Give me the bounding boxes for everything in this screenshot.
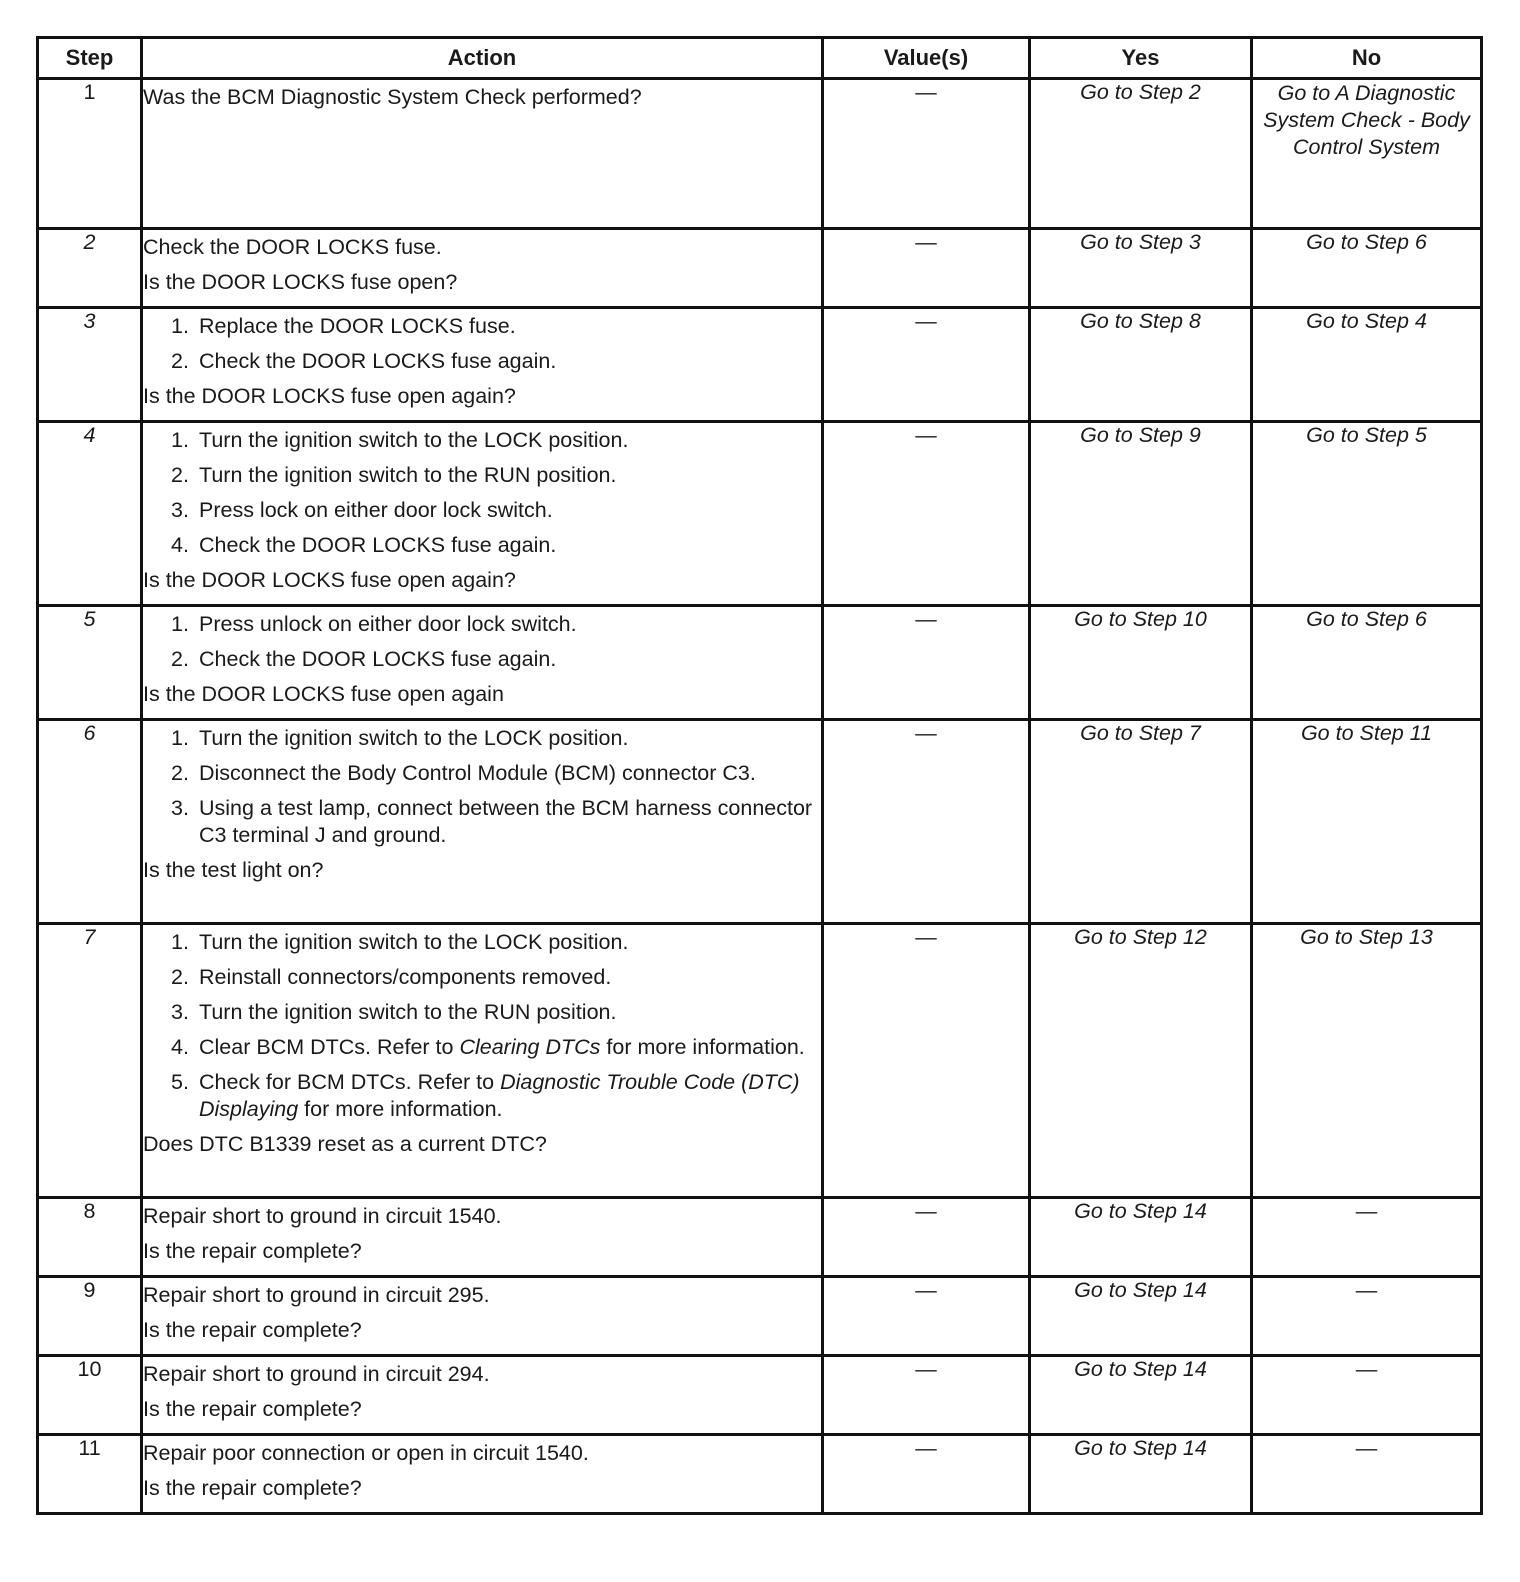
action-text: Repair poor connection or open in circuit 1540.: [143, 1441, 589, 1465]
action-cell: [142, 924, 823, 1198]
list-item: 4. Clear BCM DTCs. Refer to Clearing DTCs for more information.: [171, 1035, 805, 1059]
action-text: Repair short to ground in circuit 1540.: [143, 1204, 502, 1228]
table-row: [38, 606, 1482, 720]
action-cell: [142, 1198, 823, 1277]
header-no: No: [1252, 38, 1482, 79]
yes-link[interactable]: Go to Step 2: [1030, 79, 1252, 229]
action-question: Is the test light on?: [143, 858, 324, 882]
action-question: Is the repair complete?: [143, 1318, 362, 1342]
yes-link[interactable]: Go to Step 7: [1030, 720, 1252, 924]
no-cell: —: [1252, 1435, 1482, 1514]
step-number: 5: [38, 606, 142, 720]
value-cell: —: [823, 79, 1030, 229]
list-item: 2. Reinstall connectors/components removed.: [171, 965, 612, 989]
step-number: 4: [38, 422, 142, 606]
action-list: [143, 423, 821, 563]
list-item: 1. Press unlock on either door lock switch.: [171, 612, 577, 636]
list-item: 1. Replace the DOOR LOCKS fuse.: [171, 314, 516, 338]
list-item: 5. Check for BCM DTCs. Refer to Diagnostic Trouble Code (DTC) Displaying for more information.: [171, 1070, 800, 1121]
step-number: 9: [38, 1277, 142, 1356]
action-list: [143, 721, 821, 853]
value-cell: —: [823, 720, 1030, 924]
list-item: 2. Check the DOOR LOCKS fuse again.: [171, 647, 557, 671]
dtc-displaying-link[interactable]: Diagnostic Trouble Code (DTC) Displaying: [199, 1070, 800, 1121]
diagnostic-table: [36, 36, 1483, 1515]
yes-link[interactable]: Go to Step 3: [1030, 229, 1252, 308]
yes-link[interactable]: Go to Step 10: [1030, 606, 1252, 720]
no-link[interactable]: A Diagnostic System Check - Body Control System: [1263, 81, 1470, 159]
value-cell: —: [823, 606, 1030, 720]
list-item: 4. Check the DOOR LOCKS fuse again.: [171, 533, 557, 557]
action-question: Is the repair complete?: [143, 1239, 362, 1263]
action-question: Is the repair complete?: [143, 1397, 362, 1421]
table-row: [38, 924, 1482, 1198]
no-link[interactable]: Go to Step 6: [1252, 606, 1482, 720]
list-item: 2. Turn the ignition switch to the RUN position.: [171, 463, 617, 487]
no-prefix: Go to: [1277, 81, 1336, 105]
no-link[interactable]: Go to Step 5: [1252, 422, 1482, 606]
action-text: Repair short to ground in circuit 295.: [143, 1283, 490, 1307]
step-number: 6: [38, 720, 142, 924]
step-number: 7: [38, 924, 142, 1198]
list-item: 1. Turn the ignition switch to the LOCK position.: [171, 930, 629, 954]
value-cell: —: [823, 422, 1030, 606]
action-cell: [142, 79, 823, 229]
no-cell: [1252, 79, 1482, 229]
no-cell: —: [1252, 1277, 1482, 1356]
action-cell: [142, 1356, 823, 1435]
table-row: [38, 720, 1482, 924]
action-cell: [142, 720, 823, 924]
no-link[interactable]: Go to Step 4: [1252, 308, 1482, 422]
action-cell: [142, 1435, 823, 1514]
value-cell: —: [823, 924, 1030, 1198]
no-link[interactable]: Go to Step 11: [1252, 720, 1482, 924]
list-item: 1. Turn the ignition switch to the LOCK position.: [171, 726, 629, 750]
no-cell: —: [1252, 1356, 1482, 1435]
table-row: [38, 79, 1482, 229]
step-number: 2: [38, 229, 142, 308]
step-number: 11: [38, 1435, 142, 1514]
list-item: 2. Check the DOOR LOCKS fuse again.: [171, 349, 557, 373]
action-question: Is the repair complete?: [143, 1476, 362, 1500]
table-row: [38, 308, 1482, 422]
action-question: Is the DOOR LOCKS fuse open again?: [143, 384, 516, 408]
action-question: Is the DOOR LOCKS fuse open again: [143, 682, 504, 706]
no-link[interactable]: Go to Step 6: [1252, 229, 1482, 308]
value-cell: —: [823, 1435, 1030, 1514]
value-cell: —: [823, 1277, 1030, 1356]
list-item: 2. Disconnect the Body Control Module (BCM) connector C3.: [171, 761, 756, 785]
table-row: [38, 1356, 1482, 1435]
clearing-dtcs-link[interactable]: Clearing DTCs: [459, 1035, 601, 1059]
step-number: 8: [38, 1198, 142, 1277]
yes-link[interactable]: Go to Step 14: [1030, 1356, 1252, 1435]
header-action: Action: [142, 38, 823, 79]
yes-link[interactable]: Go to Step 9: [1030, 422, 1252, 606]
step-number: 1: [38, 79, 142, 229]
list-item: 3. Turn the ignition switch to the RUN position.: [171, 1000, 617, 1024]
header-yes: Yes: [1030, 38, 1252, 79]
yes-link[interactable]: Go to Step 14: [1030, 1277, 1252, 1356]
yes-link[interactable]: Go to Step 12: [1030, 924, 1252, 1198]
list-item: 1. Turn the ignition switch to the LOCK position.: [171, 428, 629, 452]
action-text: Check the DOOR LOCKS fuse.: [143, 235, 442, 259]
action-cell: [142, 229, 823, 308]
list-item: 3. Press lock on either door lock switch.: [171, 498, 553, 522]
action-list: [143, 607, 821, 677]
table-row: [38, 1198, 1482, 1277]
action-cell: [142, 1277, 823, 1356]
value-cell: —: [823, 229, 1030, 308]
value-cell: —: [823, 308, 1030, 422]
step-number: 3: [38, 308, 142, 422]
header-step: Step: [38, 38, 142, 79]
action-cell: [142, 606, 823, 720]
header-values: Value(s): [823, 38, 1030, 79]
no-cell: —: [1252, 1198, 1482, 1277]
table-row: [38, 229, 1482, 308]
table-row: [38, 422, 1482, 606]
yes-link[interactable]: Go to Step 14: [1030, 1198, 1252, 1277]
action-question: Is the DOOR LOCKS fuse open again?: [143, 568, 516, 592]
value-cell: —: [823, 1198, 1030, 1277]
value-cell: —: [823, 1356, 1030, 1435]
action-list: [143, 309, 821, 379]
step-number: 10: [38, 1356, 142, 1435]
action-question: Is the DOOR LOCKS fuse open?: [143, 270, 458, 294]
action-text: Repair short to ground in circuit 294.: [143, 1362, 490, 1386]
action-cell: [142, 308, 823, 422]
no-link[interactable]: Go to Step 13: [1252, 924, 1482, 1198]
yes-link[interactable]: Go to Step 8: [1030, 308, 1252, 422]
header-row: [38, 38, 1482, 79]
action-question: Does DTC B1339 reset as a current DTC?: [143, 1132, 547, 1156]
action-list: [143, 925, 821, 1127]
action-text: Was the BCM Diagnostic System Check performed?: [143, 85, 642, 109]
table-row: [38, 1277, 1482, 1356]
list-item: 3. Using a test lamp, connect between the BCM harness connector C3 terminal J and ground.: [171, 796, 813, 847]
yes-link[interactable]: Go to Step 14: [1030, 1435, 1252, 1514]
table-row: [38, 1435, 1482, 1514]
action-cell: [142, 422, 823, 606]
